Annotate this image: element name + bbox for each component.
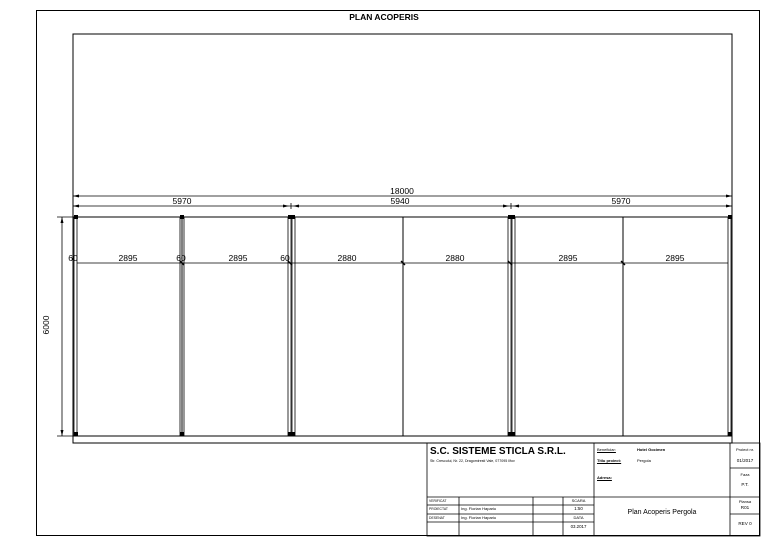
plan-name: Plan Acoperis Pergola xyxy=(627,509,697,516)
gap-label-2: 60 xyxy=(176,253,186,263)
proiectat-value: Ing. Florian Hapariu xyxy=(461,506,497,511)
gap-label-3: 60 xyxy=(280,253,290,263)
desenat-label: DESENAT xyxy=(429,516,445,520)
seg-arrow-5 xyxy=(513,205,519,208)
data-value: 03.2017 xyxy=(570,524,587,529)
span-label-4: 2880 xyxy=(445,253,465,263)
scara-value: 1:50 xyxy=(574,506,583,511)
titlu-value: Pergola xyxy=(637,458,651,463)
beneficiar-label: Beneficiar: xyxy=(597,447,616,452)
seg-arrow-2 xyxy=(283,205,289,208)
company-name: S.C. SISTEME STICLA S.R.L. xyxy=(430,446,566,457)
span-label-2: 2895 xyxy=(228,253,248,263)
gap-label-1: 60 xyxy=(68,253,78,263)
pergola-modules xyxy=(73,217,732,436)
arrow-top-depth xyxy=(61,217,64,223)
overall-width-label: 18000 xyxy=(390,186,414,196)
seg-arrow-3 xyxy=(293,205,299,208)
scara-label: SCARA xyxy=(571,498,586,503)
desenat-value: Ing. Florian Hapariu xyxy=(461,515,497,520)
company-address: Str. Crescului, Nr. 22, Dragomiresti Vale, 077095 Ilfov xyxy=(430,459,515,463)
faza-label: Faza xyxy=(740,472,750,477)
titlu-label: Titlu proiect: xyxy=(597,458,622,463)
arrow-left-overall xyxy=(73,195,79,198)
revision-value: REV 0 xyxy=(738,521,752,526)
seg-arrow-4 xyxy=(503,205,509,208)
segment-2-label: 5940 xyxy=(390,196,410,206)
segment-1-label: 5970 xyxy=(172,196,192,206)
plansa-value: R01 xyxy=(740,505,750,510)
seg-arrow-6 xyxy=(726,205,732,208)
beneficiar-value: Hotel Gocimen xyxy=(637,447,666,452)
adresa-label: Adresa: xyxy=(597,475,612,480)
seg-arrow-1 xyxy=(73,205,79,208)
faza-value: P.T. xyxy=(741,482,749,487)
span-label-3: 2880 xyxy=(337,253,357,263)
span-label-1: 2895 xyxy=(118,253,138,263)
proiect-label: Proiect nr. xyxy=(735,447,754,452)
proiectat-label: PROIECTAT xyxy=(429,507,448,511)
proiect-value: 01/2017 xyxy=(736,458,754,463)
verificat-label: VERIFICAT xyxy=(429,499,447,503)
segment-3-label: 5970 xyxy=(611,196,631,206)
span-label-5: 2895 xyxy=(558,253,578,263)
arrow-right-overall xyxy=(726,195,732,198)
drawing-title: PLAN ACOPERIS xyxy=(349,12,419,22)
depth-label: 6000 xyxy=(41,315,51,335)
depth-dimension-line xyxy=(57,217,75,436)
span-label-6: 2895 xyxy=(665,253,685,263)
data-label: DATA xyxy=(573,515,584,520)
arrow-bottom-depth xyxy=(61,430,64,436)
plansa-label: Plansa xyxy=(738,499,752,504)
